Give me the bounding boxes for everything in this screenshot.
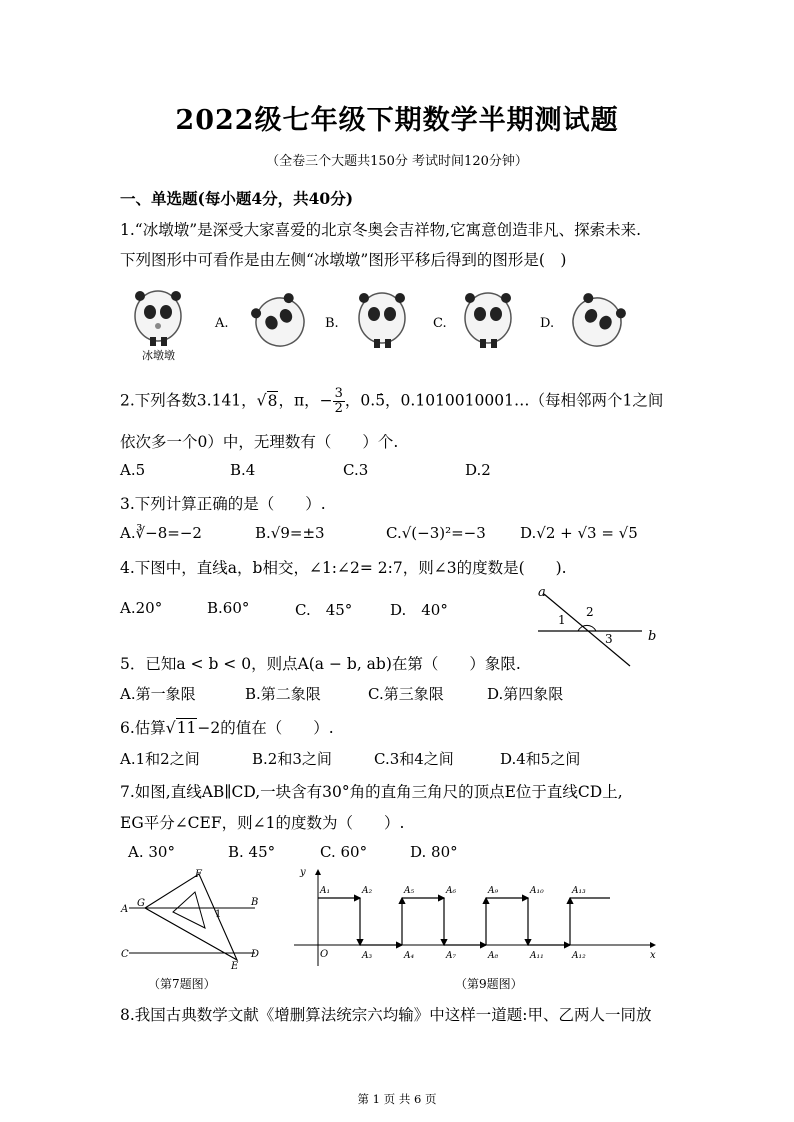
sqrt-symbol: √ bbox=[165, 719, 176, 737]
svg-text:A₆: A₆ bbox=[446, 886, 457, 896]
q7-option-a: A. 30° bbox=[128, 843, 175, 861]
svg-text:B: B bbox=[251, 897, 259, 908]
svg-text:A₈: A₈ bbox=[488, 951, 499, 961]
q3-option-c: C.√(−3)²=−3 bbox=[386, 524, 486, 542]
svg-text:3: 3 bbox=[605, 632, 613, 646]
q5-option-c: C.第三象限 bbox=[368, 685, 444, 703]
mascot-option-d bbox=[565, 290, 629, 354]
q7-option-d: D. 80° bbox=[410, 843, 458, 861]
q7-parallel-lines-figure bbox=[115, 866, 275, 972]
svg-text:2: 2 bbox=[586, 605, 594, 619]
q2-option-a: A.5 bbox=[120, 461, 146, 479]
zigzag-path bbox=[318, 898, 610, 945]
svg-text:O: O bbox=[320, 949, 329, 960]
q7-caption: （第7题图） bbox=[148, 977, 216, 991]
page-title: 2022级七年级下期数学半期测试题 bbox=[175, 105, 619, 136]
q3-stem: 3.下列计算正确的是（ ）. bbox=[120, 495, 326, 513]
q6-option-c: C.3和4之间 bbox=[374, 750, 454, 768]
page-footer: 第 1 页 共 6 页 bbox=[357, 1092, 437, 1106]
svg-text:F: F bbox=[195, 869, 202, 880]
q1-option-b: B. bbox=[325, 316, 339, 331]
svg-text:A₅: A₅ bbox=[404, 886, 415, 896]
mascot-option-a bbox=[248, 290, 312, 354]
q5-stem: 5．已知a < b < 0，则点A(a − b, ab)在第（ ）象限. bbox=[120, 655, 521, 673]
q1-option-a: A. bbox=[215, 316, 229, 331]
q9-caption: （第9题图） bbox=[455, 977, 523, 991]
q3-option-a: A.∛−8=−2 bbox=[120, 524, 202, 542]
q2-option-d: D.2 bbox=[465, 461, 491, 479]
svg-text:A₇: A₇ bbox=[446, 951, 457, 961]
q2-line2: 依次多一个0）中，无理数有（ ）个. bbox=[120, 433, 399, 451]
q7-option-c: C. 60° bbox=[320, 843, 368, 861]
q1-option-c: C. bbox=[433, 316, 447, 331]
q6-stem: 6.估算√11−2的值在（ ）. bbox=[120, 719, 334, 737]
svg-text:A: A bbox=[121, 904, 129, 915]
exam-info: （全卷三个大题共150分 考试时间120分钟） bbox=[266, 154, 528, 169]
q1-mascot-figures bbox=[120, 282, 680, 367]
section-heading: 一、单选题(每小题4分，共40分) bbox=[120, 189, 354, 208]
q4-option-b: B.60° bbox=[207, 599, 250, 617]
svg-text:y: y bbox=[300, 867, 306, 878]
svg-text:1: 1 bbox=[558, 613, 566, 627]
q3-option-b: B.√9=±3 bbox=[255, 524, 325, 542]
q7-option-b: B. 45° bbox=[228, 843, 276, 861]
q4-option-d: D. 40° bbox=[390, 601, 448, 619]
svg-text:b: b bbox=[648, 629, 657, 644]
svg-text:A₁₁: A₁₁ bbox=[530, 951, 544, 961]
q5-option-a: A.第一象限 bbox=[120, 685, 196, 703]
svg-text:C: C bbox=[121, 949, 129, 960]
q6-option-d: D.4和5之间 bbox=[500, 750, 581, 768]
q4-stem: 4.下图中，直线a，b相交，∠1:∠2= 2:7，则∠3的度数是( ). bbox=[120, 559, 567, 577]
q2-option-b: B.4 bbox=[230, 461, 256, 479]
q9-path-figure bbox=[290, 866, 670, 972]
svg-text:a: a bbox=[538, 585, 546, 600]
svg-text:G: G bbox=[137, 898, 145, 909]
svg-text:A₁₃: A₁₃ bbox=[572, 886, 586, 896]
triangle-ruler bbox=[145, 874, 237, 960]
svg-text:x: x bbox=[650, 950, 656, 961]
mascot-caption: 冰墩墩 bbox=[142, 349, 175, 362]
triangle-inner bbox=[173, 892, 205, 928]
svg-text:1: 1 bbox=[215, 909, 222, 920]
svg-text:A₃: A₃ bbox=[362, 951, 373, 961]
fraction: $\frac{3}{2}$ bbox=[334, 386, 343, 416]
sqrt-symbol: √ bbox=[256, 391, 267, 410]
svg-text:A₁₀: A₁₀ bbox=[530, 886, 544, 896]
q3-option-d: D.√2 + √3 = √5 bbox=[520, 524, 638, 542]
svg-text:A₁₂: A₁₂ bbox=[572, 951, 586, 961]
svg-text:A₉: A₉ bbox=[488, 886, 499, 896]
svg-text:A₁: A₁ bbox=[320, 886, 331, 896]
q5-option-b: B.第二象限 bbox=[245, 685, 321, 703]
svg-text:A₄: A₄ bbox=[404, 951, 415, 961]
q4-intersecting-lines-figure bbox=[530, 582, 670, 672]
q6-option-a: A.1和2之间 bbox=[120, 750, 200, 768]
mascot-reference-figure bbox=[135, 291, 181, 346]
svg-text:E: E bbox=[231, 961, 239, 972]
q1-option-d: D. bbox=[540, 316, 555, 331]
q4-option-a: A.20° bbox=[120, 599, 163, 617]
q7-line1: 7.如图,直线AB∥CD,一块含有30°角的直角三角尺的顶点E位于直线CD上, bbox=[120, 783, 623, 801]
svg-text:D: D bbox=[251, 949, 260, 960]
q8-line1: 8.我国古典数学文献《增删算法统宗六均输》中这样一道题:甲、乙两人一同放 bbox=[120, 1006, 652, 1024]
q7-line2: EG平分∠CEF，则∠1的度数为（ ）. bbox=[120, 814, 405, 832]
q1-line2: 下列图形中可看作是由左侧“冰墩墩”图形平移后得到的图形是( ) bbox=[120, 251, 567, 269]
q4-option-c: C. 45° bbox=[295, 601, 353, 619]
q5-option-d: D.第四象限 bbox=[487, 685, 564, 703]
q2-line1: 2.下列各数3.141，√8，π，− $\frac{3}{2}$ ，0.5̇，0.1010010001…（每相邻两个1之间 bbox=[120, 386, 664, 416]
svg-text:A₂: A₂ bbox=[362, 886, 373, 896]
q2-option-c: C.3 bbox=[343, 461, 369, 479]
q6-option-b: B.2和3之间 bbox=[252, 750, 332, 768]
q1-line1: 1.“冰墩墩”是深受大家喜爱的北京冬奥会吉祥物,它寓意创造非凡、探索未来. bbox=[120, 221, 641, 239]
mascot-option-b bbox=[359, 293, 405, 348]
mascot-option-c bbox=[465, 293, 511, 348]
